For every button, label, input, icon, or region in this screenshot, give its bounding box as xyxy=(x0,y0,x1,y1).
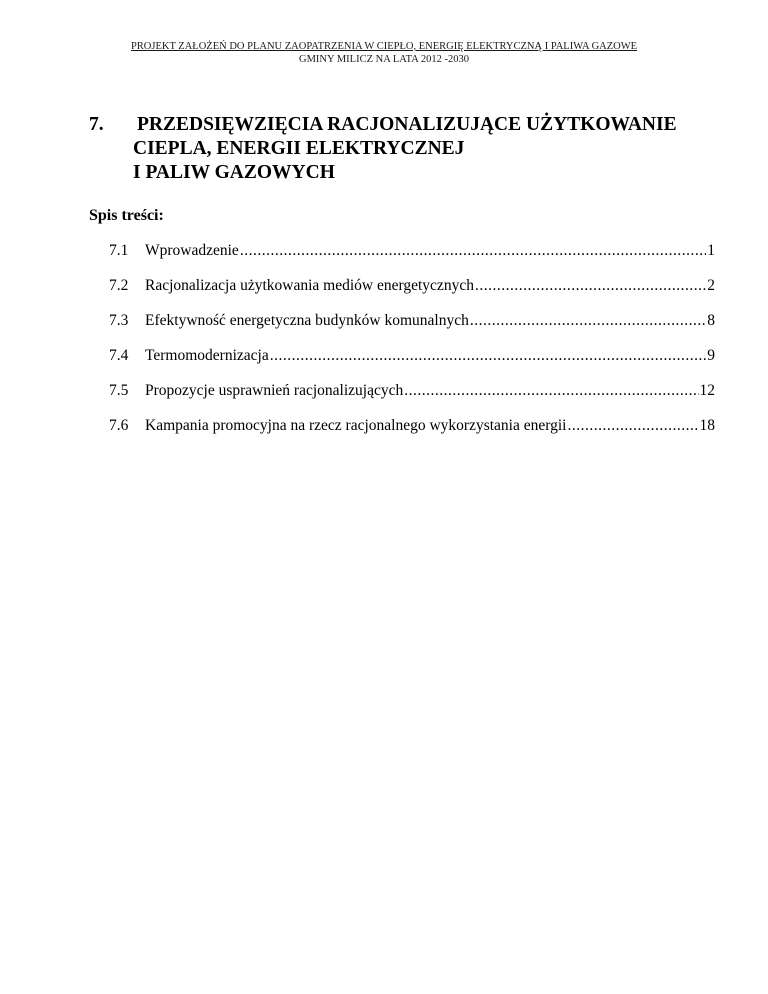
toc-entry-page[interactable]: 18 xyxy=(699,417,715,434)
header-title-line: PROJEKT ZAŁOŻEŃ DO PLANU ZAOPATRZENIA W CIEPŁO, ENERGIĘ ELEKTRYCZNĄ I PALIWA GAZOWE xyxy=(130,41,638,52)
chapter-title-line-3: I PALIW GAZOWYCH xyxy=(133,162,335,183)
chapter-title-line-2: CIEPLA, ENERGII ELEKTRYCZNEJ xyxy=(133,138,465,159)
toc-entry[interactable] xyxy=(109,241,715,261)
toc-entry-number: 7.5 xyxy=(109,382,129,399)
toc-leader-dots xyxy=(270,346,707,366)
toc-entry-title[interactable]: Racjonalizacja użytkowania mediów energetycznych xyxy=(145,277,474,294)
toc-leader-dots xyxy=(475,276,706,296)
toc-entry-title[interactable]: Termomodernizacja xyxy=(145,347,269,364)
toc-entry[interactable] xyxy=(109,381,715,401)
toc-entry[interactable] xyxy=(109,311,715,331)
table-of-contents xyxy=(109,241,715,451)
toc-entry-title[interactable]: Wprowadzenie xyxy=(145,242,239,259)
toc-entry-title[interactable]: Propozycje usprawnień racjonalizujących xyxy=(145,382,404,399)
toc-entry[interactable] xyxy=(109,276,715,296)
toc-entry-page[interactable]: 2 xyxy=(707,277,715,294)
toc-entry-number: 7.2 xyxy=(109,277,129,294)
toc-entry[interactable] xyxy=(109,346,715,366)
chapter-number: 7. xyxy=(89,114,104,135)
toc-leader-dots xyxy=(470,311,706,331)
toc-entry-page[interactable]: 9 xyxy=(707,347,715,364)
toc-leader-dots xyxy=(567,416,698,436)
toc-entry-page[interactable]: 8 xyxy=(707,312,715,329)
toc-entry-title[interactable]: Kampania promocyjna na rzecz racjonalnego wykorzystania energii xyxy=(145,417,567,434)
toc-entry-title[interactable]: Efektywność energetyczna budynków komunalnych xyxy=(145,312,469,329)
toc-entry-page[interactable]: 1 xyxy=(707,242,715,259)
toc-entry-number: 7.3 xyxy=(109,312,129,329)
toc-entry-number: 7.6 xyxy=(109,417,129,434)
running-header xyxy=(0,40,768,66)
toc-heading: Spis treści: xyxy=(89,207,164,224)
chapter-title-line-1: PRZEDSIĘWZIĘCIA RACJONALIZUJĄCE UŻYTKOWANIE xyxy=(137,114,677,135)
toc-entry[interactable] xyxy=(109,416,715,436)
chapter-title xyxy=(133,113,733,185)
toc-entry-number: 7.1 xyxy=(109,242,129,259)
header-subtitle-line: GMINY MILICZ NA LATA 2012 -2030 xyxy=(299,54,469,65)
toc-leader-dots xyxy=(404,381,698,401)
toc-leader-dots xyxy=(240,241,706,261)
toc-entry-page[interactable]: 12 xyxy=(699,382,715,399)
toc-entry-number: 7.4 xyxy=(109,347,129,364)
